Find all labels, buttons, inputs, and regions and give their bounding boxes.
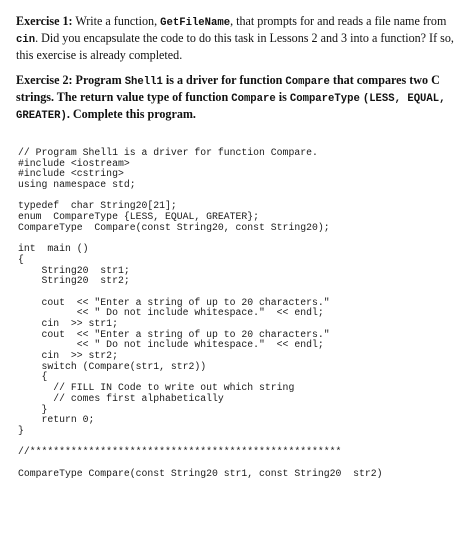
code-line: } bbox=[18, 403, 48, 415]
function-name-compare: Compare bbox=[231, 93, 276, 106]
program-name-shell1: Shell1 bbox=[124, 76, 163, 88]
enum-values: (LESS, EQUAL, GREATER) bbox=[16, 93, 446, 123]
code-line: CompareType Compare(const String20, const String20); bbox=[18, 221, 330, 233]
exercise-2-text: . Complete this program. bbox=[66, 107, 196, 122]
code-line: cout << "Enter a string of up to 20 characters." bbox=[18, 296, 330, 308]
exercise-2-label: Exercise 2: bbox=[16, 73, 73, 87]
code-line: using namespace std; bbox=[18, 179, 136, 191]
code-line: cin >> str2; bbox=[18, 350, 118, 362]
exercise-2-text: Program bbox=[72, 73, 125, 87]
cin-token: cin bbox=[16, 34, 36, 47]
code-listing bbox=[18, 148, 468, 479]
code-line: cout << "Enter a string of up to 20 characters." bbox=[18, 328, 330, 340]
code-line: int main () bbox=[18, 243, 89, 255]
code-line: cin >> str1; bbox=[18, 318, 118, 329]
code-line: typedef char String20[21]; bbox=[18, 200, 177, 212]
exercise-2-text: is a driver for function bbox=[162, 73, 286, 87]
code-line: // FILL IN Code to write out which string bbox=[18, 382, 295, 394]
code-line: << " Do not include whitespace." << endl; bbox=[18, 307, 324, 319]
code-line: } bbox=[18, 424, 24, 436]
exercise-1-paragraph bbox=[16, 14, 462, 64]
exercise-2-paragraph bbox=[16, 73, 462, 125]
code-line: String20 str1; bbox=[18, 264, 130, 276]
function-name-compare: Compare bbox=[285, 76, 330, 88]
code-line: enum CompareType {LESS, EQUAL, GREATER}; bbox=[18, 211, 260, 223]
type-name-comparetype: CompareType bbox=[289, 93, 360, 106]
code-line: // comes first alphabetically bbox=[18, 392, 224, 404]
code-line: { bbox=[18, 371, 48, 383]
code-line: { bbox=[18, 253, 24, 265]
code-line: switch (Compare(str1, str2)) bbox=[18, 360, 207, 372]
code-line: #include <iostream> bbox=[18, 157, 130, 169]
exercise-1-text: , that prompts for and reads a file name from bbox=[230, 14, 447, 28]
exercise-1-text: . Did you encapsulate the code to do this task in Lessons 2 and 3 into a function? If so, this exercise is already completed. bbox=[16, 31, 454, 63]
code-line: return 0; bbox=[18, 414, 95, 426]
exercise-2-text: that compares two C strings. The return value type of function bbox=[16, 73, 440, 105]
function-name-getfilename: GetFileName bbox=[160, 17, 231, 29]
code-line: //***************************************************** bbox=[18, 446, 342, 458]
code-line: CompareType Compare(const String20 str1, const String20 str2) bbox=[18, 467, 383, 479]
code-line: // Program Shell1 is a driver for function Compare. bbox=[18, 147, 318, 158]
exercise-2-text: is bbox=[275, 90, 290, 105]
exercise-1-label: Exercise 1: bbox=[16, 14, 73, 28]
code-line: String20 str2; bbox=[18, 275, 130, 287]
code-line: #include <cstring> bbox=[18, 168, 124, 180]
exercise-1-text: Write a function, bbox=[72, 14, 161, 28]
code-line: << " Do not include whitespace." << endl; bbox=[18, 339, 324, 351]
